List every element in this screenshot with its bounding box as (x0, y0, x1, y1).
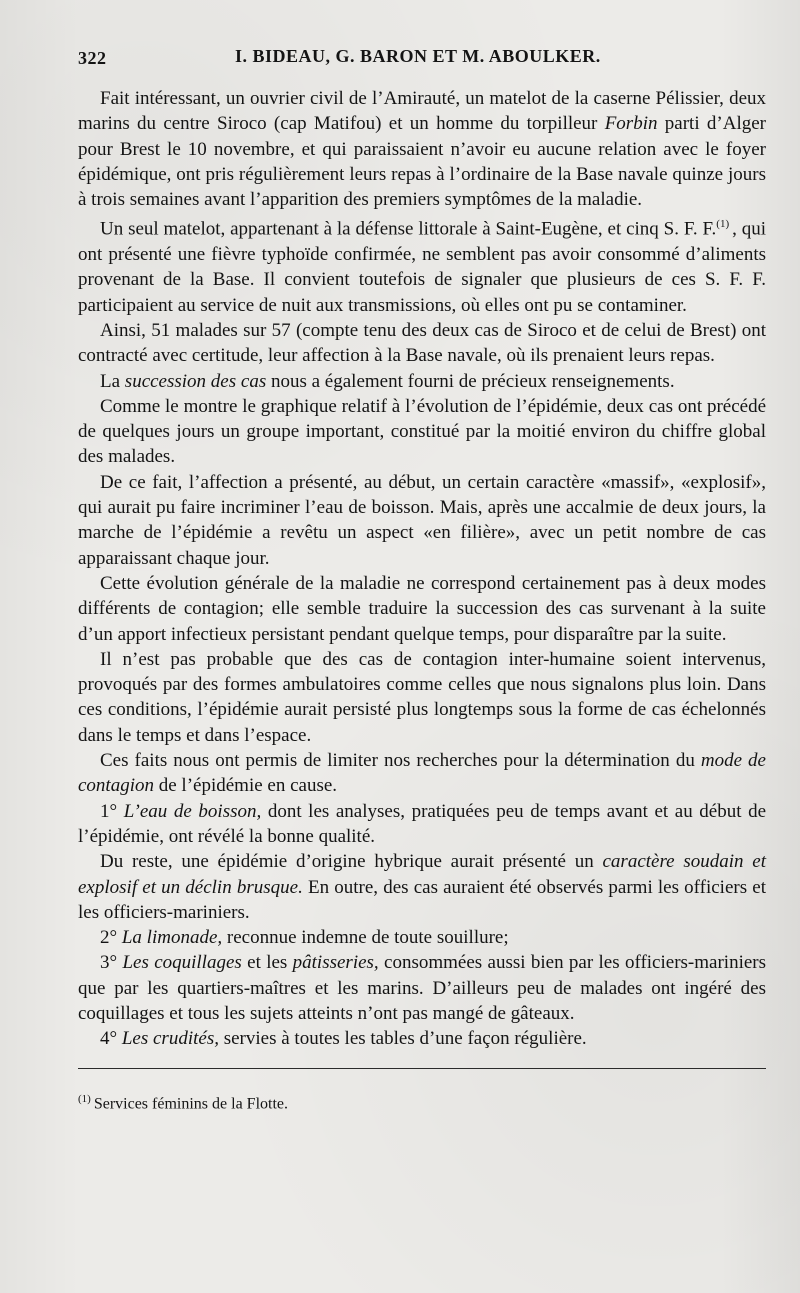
paragraph-11-text-c: En outre, des cas auraient été observés parmi les officiers et les officiers-mariniers. (78, 876, 766, 923)
paragraph-4-italic: succession des cas (124, 370, 267, 392)
paragraph-13-text-c: et les (241, 952, 293, 974)
paragraph-4 (78, 369, 766, 394)
paragraph-9-italic: mode de contagion (78, 750, 766, 797)
paragraph-2-text-b: , qui ont présenté une fièvre typhoïde confirmée, ne semblent pas avoir consommé d’aliments provenant de la Base. Il convient toutefois de signaler que plusieurs de ces S. F. F. participaient au service de nuit aux transmissions, où elles ont pu se contaminer. (78, 218, 766, 316)
paragraph-14-text-c: servies à toutes les tables d’une façon régulière. (218, 1028, 587, 1050)
paragraph-4-text-c: nous a également fourni de précieux renseignements. (266, 370, 675, 392)
footnote (78, 1089, 766, 1114)
running-head: I. BIDEAU, G. BARON ET M. ABOULKER. (235, 46, 601, 66)
page-number: 322 (78, 48, 107, 68)
paragraph-14-italic: Les crudités, (121, 1028, 219, 1050)
paragraph-4-text-a: La (100, 370, 125, 392)
paragraph-13-italic-1: Les coquillages (122, 952, 242, 974)
paragraph-7-text: Cette évolution générale de la maladie ne correspond certainement pas à deux modes différents de contagion; elle semble traduire la succession des cas survenant à la suite d’un apport infectieux persistant pendant quelque temps, pour disparaître par la suite. (78, 572, 766, 645)
paragraph-1-text-c: parti d’Alger pour Brest le 10 novembre, et qui paraissaient n’avoir eu aucune relation avec le foyer épidémique, ont pris régulièrement leurs repas à l’ordinaire de la Base navale quinze jours à trois semaines avant l’apparition des premiers symptômes de la maladie. (78, 113, 766, 211)
paragraph-11-text-a: Du reste, une épidémie d’origine hybrique aurait présenté un (100, 851, 603, 873)
paragraph-13-text-e: consommées aussi bien par les officiers-mariniers que par les quartiers-maîtres et les marins. D’ailleurs peu de malades ont ingéré des coquillages et tous les sujets atteints n’ont pas mangé de gâteaux. (78, 952, 766, 1025)
footnote-marker: (1) (78, 1092, 91, 1105)
page-header (78, 40, 766, 74)
paragraph-9-text-a: Ces faits nous ont permis de limiter nos recherches pour la détermination du (100, 750, 701, 772)
paragraph-12 (78, 925, 766, 950)
paragraph-13-text-a: 3° (100, 952, 123, 974)
paragraph-10-text-c: dont les analyses, pratiquées peu de temps avant et au début de l’épidémie, ont révélé la bonne qualité. (78, 800, 766, 847)
paragraph-7 (78, 571, 766, 647)
paragraph-1-italic: Forbin (604, 113, 658, 135)
paragraph-10-text-a: 1° (100, 800, 124, 822)
paragraph-2 (78, 212, 766, 318)
paragraph-12-text-a: 2° (100, 927, 122, 949)
paragraph-9 (78, 748, 766, 799)
paragraph-14-text-a: 4° (100, 1028, 122, 1050)
footnote-text: Services féminins de la Flotte. (93, 1094, 289, 1112)
paragraph-14 (78, 1026, 766, 1051)
footnote-reference: (1) (716, 218, 730, 231)
paragraph-8-text: Il n’est pas probable que des cas de contagion inter-humaine soient intervenus, provoqués par des formes ambulatoires comme celles que nous signalons plus loin. Dans ces conditions, l’épidémie aurait persisté plus longtemps sous la forme de cas échelonnés dans le temps et dans l’espace. (78, 648, 766, 746)
paragraph-5 (78, 394, 766, 470)
paragraph-6-text: De ce fait, l’affection a présenté, au début, un certain caractère «massif», «explosif», qui aurait pu faire incriminer l’eau de boisson. Mais, après une accalmie de deux jours, la marche de l’épidémie a revêtu un aspect «en filière», avec un petit nombre de cas apparaissant chaque jour. (78, 471, 766, 569)
paragraph-3-text: Ainsi, 51 malades sur 57 (compte tenu des deux cas de Siroco et de celui de Brest) ont contracté avec certitude, leur affection à la Base navale, où ils prenaient leurs repas. (78, 320, 766, 367)
paragraph-11-italic: caractère soudain et explosif et un déclin brusque. (78, 851, 767, 898)
paragraph-2-text-a: Un seul matelot, appartenant à la défense littorale à Saint-Eugène, et cinq S. F. F. (100, 218, 717, 240)
paragraph-11 (78, 849, 766, 925)
paragraph-8 (78, 647, 766, 748)
paragraph-1-text-a: Fait intéressant, un ouvrier civil de l’Amirauté, un matelot de la caserne Pélissier, deux marins du centre Siroco (cap Matifou) et un homme du torpilleur (78, 88, 766, 135)
body-text (78, 86, 766, 1052)
paragraph-12-text-c: reconnue indemne de toute souillure; (222, 927, 509, 949)
paragraph-5-text: Comme le montre le graphique relatif à l’évolution de l’épidémie, deux cas ont précédé de quelques jours un groupe important, constitué par la moitié environ du chiffre global des malades. (78, 395, 766, 468)
paragraph-9-text-c: de l’épidémie en cause. (154, 775, 338, 797)
paragraph-10 (78, 799, 766, 850)
paragraph-13 (78, 950, 766, 1026)
footnote-separator (78, 1068, 766, 1069)
paragraph-12-italic: La limonade, (121, 927, 223, 949)
paragraph-10-italic: L’eau de boisson, (123, 800, 262, 822)
paragraph-1 (78, 86, 766, 212)
paragraph-3 (78, 318, 766, 369)
paragraph-6 (78, 470, 766, 571)
paragraph-13-italic-2: pâtisseries, (292, 952, 379, 974)
